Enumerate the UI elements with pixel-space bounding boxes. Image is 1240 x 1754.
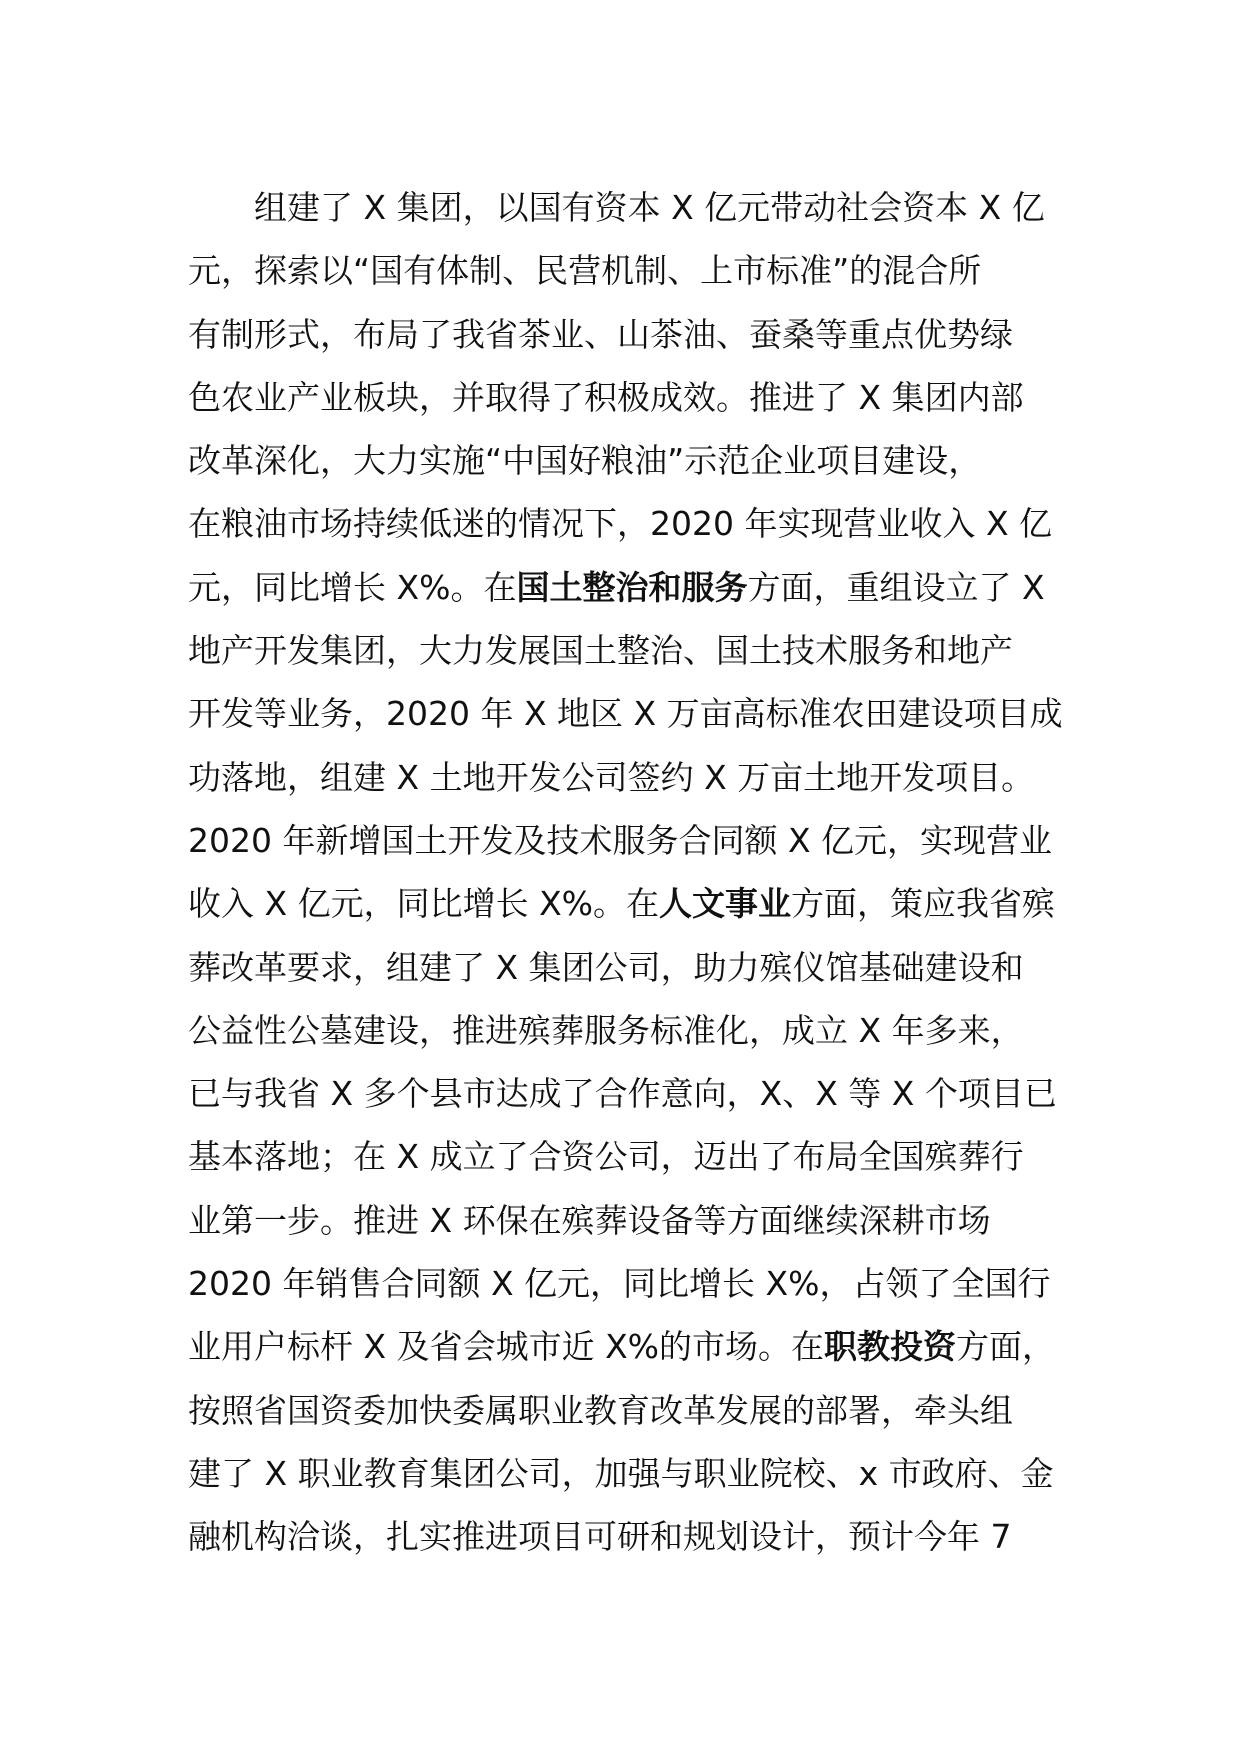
text-segment: 公益性公墓建设，推进殡葬服务标准化，成立 X 年多来， (188, 1010, 1024, 1050)
text-line (188, 239, 1068, 302)
text-line (188, 366, 1068, 429)
text-segment: 业第一步。推进 X 环保在殡葬设备等方面继续深耕市场 (188, 1200, 991, 1240)
text-line (188, 492, 1068, 555)
text-line (188, 1442, 1068, 1505)
text-segment: 改革深化，大力实施“中国好粮油”示范企业项目建设， (188, 441, 982, 481)
text-line (188, 1505, 1068, 1568)
text-segment: 元，探索以“国有体制、民营机制、上市标准”的混合所 (188, 251, 982, 291)
text-segment: 融机构洽谈，扎实推进项目可研和规划设计，预计今年 7 (188, 1517, 1012, 1557)
text-line (188, 1189, 1068, 1252)
body-paragraph (188, 176, 1068, 1569)
text-segment: 有制形式，布局了我省茶业、山茶油、蚕桑等重点优势绿 (188, 314, 1013, 354)
bold-keyword: 国土整治和服务 (516, 567, 748, 607)
text-segment: 开发等业务，2020 年 X 地区 X 万亩高标准农田建设项目成 (188, 694, 1063, 734)
text-line (188, 936, 1068, 999)
text-line (188, 619, 1068, 682)
text-line (188, 682, 1068, 745)
text-segment: 地产开发集团，大力发展国土整治、国土技术服务和地产 (188, 631, 1013, 671)
text-line (188, 556, 1068, 619)
text-segment: 方面，重组设立了 X (747, 567, 1045, 607)
text-segment: 方面，策应我省殡 (791, 884, 1056, 924)
text-line (188, 999, 1068, 1062)
text-segment: 色农业产业板块，并取得了积极成效。推进了 X 集团内部 (188, 377, 1024, 417)
text-line (188, 872, 1068, 935)
text-segment: 按照省国资委加快委属职业教育改革发展的部署，牵头组 (188, 1390, 1013, 1430)
text-segment: 功落地，组建 X 土地开发公司签约 X 万亩土地开发项目。 (188, 757, 1035, 797)
text-segment: 建了 X 职业教育集团公司，加强与职业院校、x 市政府、金 (188, 1453, 1054, 1493)
text-segment: 收入 X 亿元，同比增长 X%。在 (188, 884, 660, 924)
text-line (188, 1315, 1068, 1378)
text-line (188, 429, 1068, 492)
text-segment: 组建了 X 集团，以国有资本 X 亿元带动社会资本 X 亿 (254, 188, 1045, 227)
bold-keyword: 人文事业 (659, 884, 792, 924)
text-line (188, 746, 1068, 809)
text-segment: 在粮油市场持续低迷的情况下，2020 年实现营业收入 X 亿 (188, 504, 1053, 544)
text-line (188, 1062, 1068, 1125)
text-line (188, 809, 1068, 872)
text-segment: 2020 年新增国土开发及技术服务合同额 X 亿元，实现营业 (188, 820, 1053, 860)
text-segment: 业用户标杆 X 及省会城市近 X%的市场。在 (188, 1327, 825, 1367)
bold-keyword: 职教投资 (824, 1327, 957, 1367)
text-segment: 2020 年销售合同额 X 亿元，同比增长 X%，占领了全国行 (188, 1264, 1051, 1304)
text-segment: 基本落地；在 X 成立了合资公司，迈出了布局全国殡葬行 (188, 1137, 1024, 1177)
text-line (188, 1125, 1068, 1188)
text-line (188, 1252, 1068, 1315)
text-segment: 元，同比增长 X%。在 (188, 567, 517, 607)
text-line (188, 303, 1068, 366)
text-line (188, 176, 1068, 239)
text-line (188, 1379, 1068, 1442)
text-segment: 葬改革要求，组建了 X 集团公司，助力殡仪馆基础建设和 (188, 947, 1024, 987)
text-segment: 已与我省 X 多个县市达成了合作意向，X、X 等 X 个项目已 (188, 1074, 1057, 1114)
text-segment: 方面， (956, 1327, 1056, 1367)
